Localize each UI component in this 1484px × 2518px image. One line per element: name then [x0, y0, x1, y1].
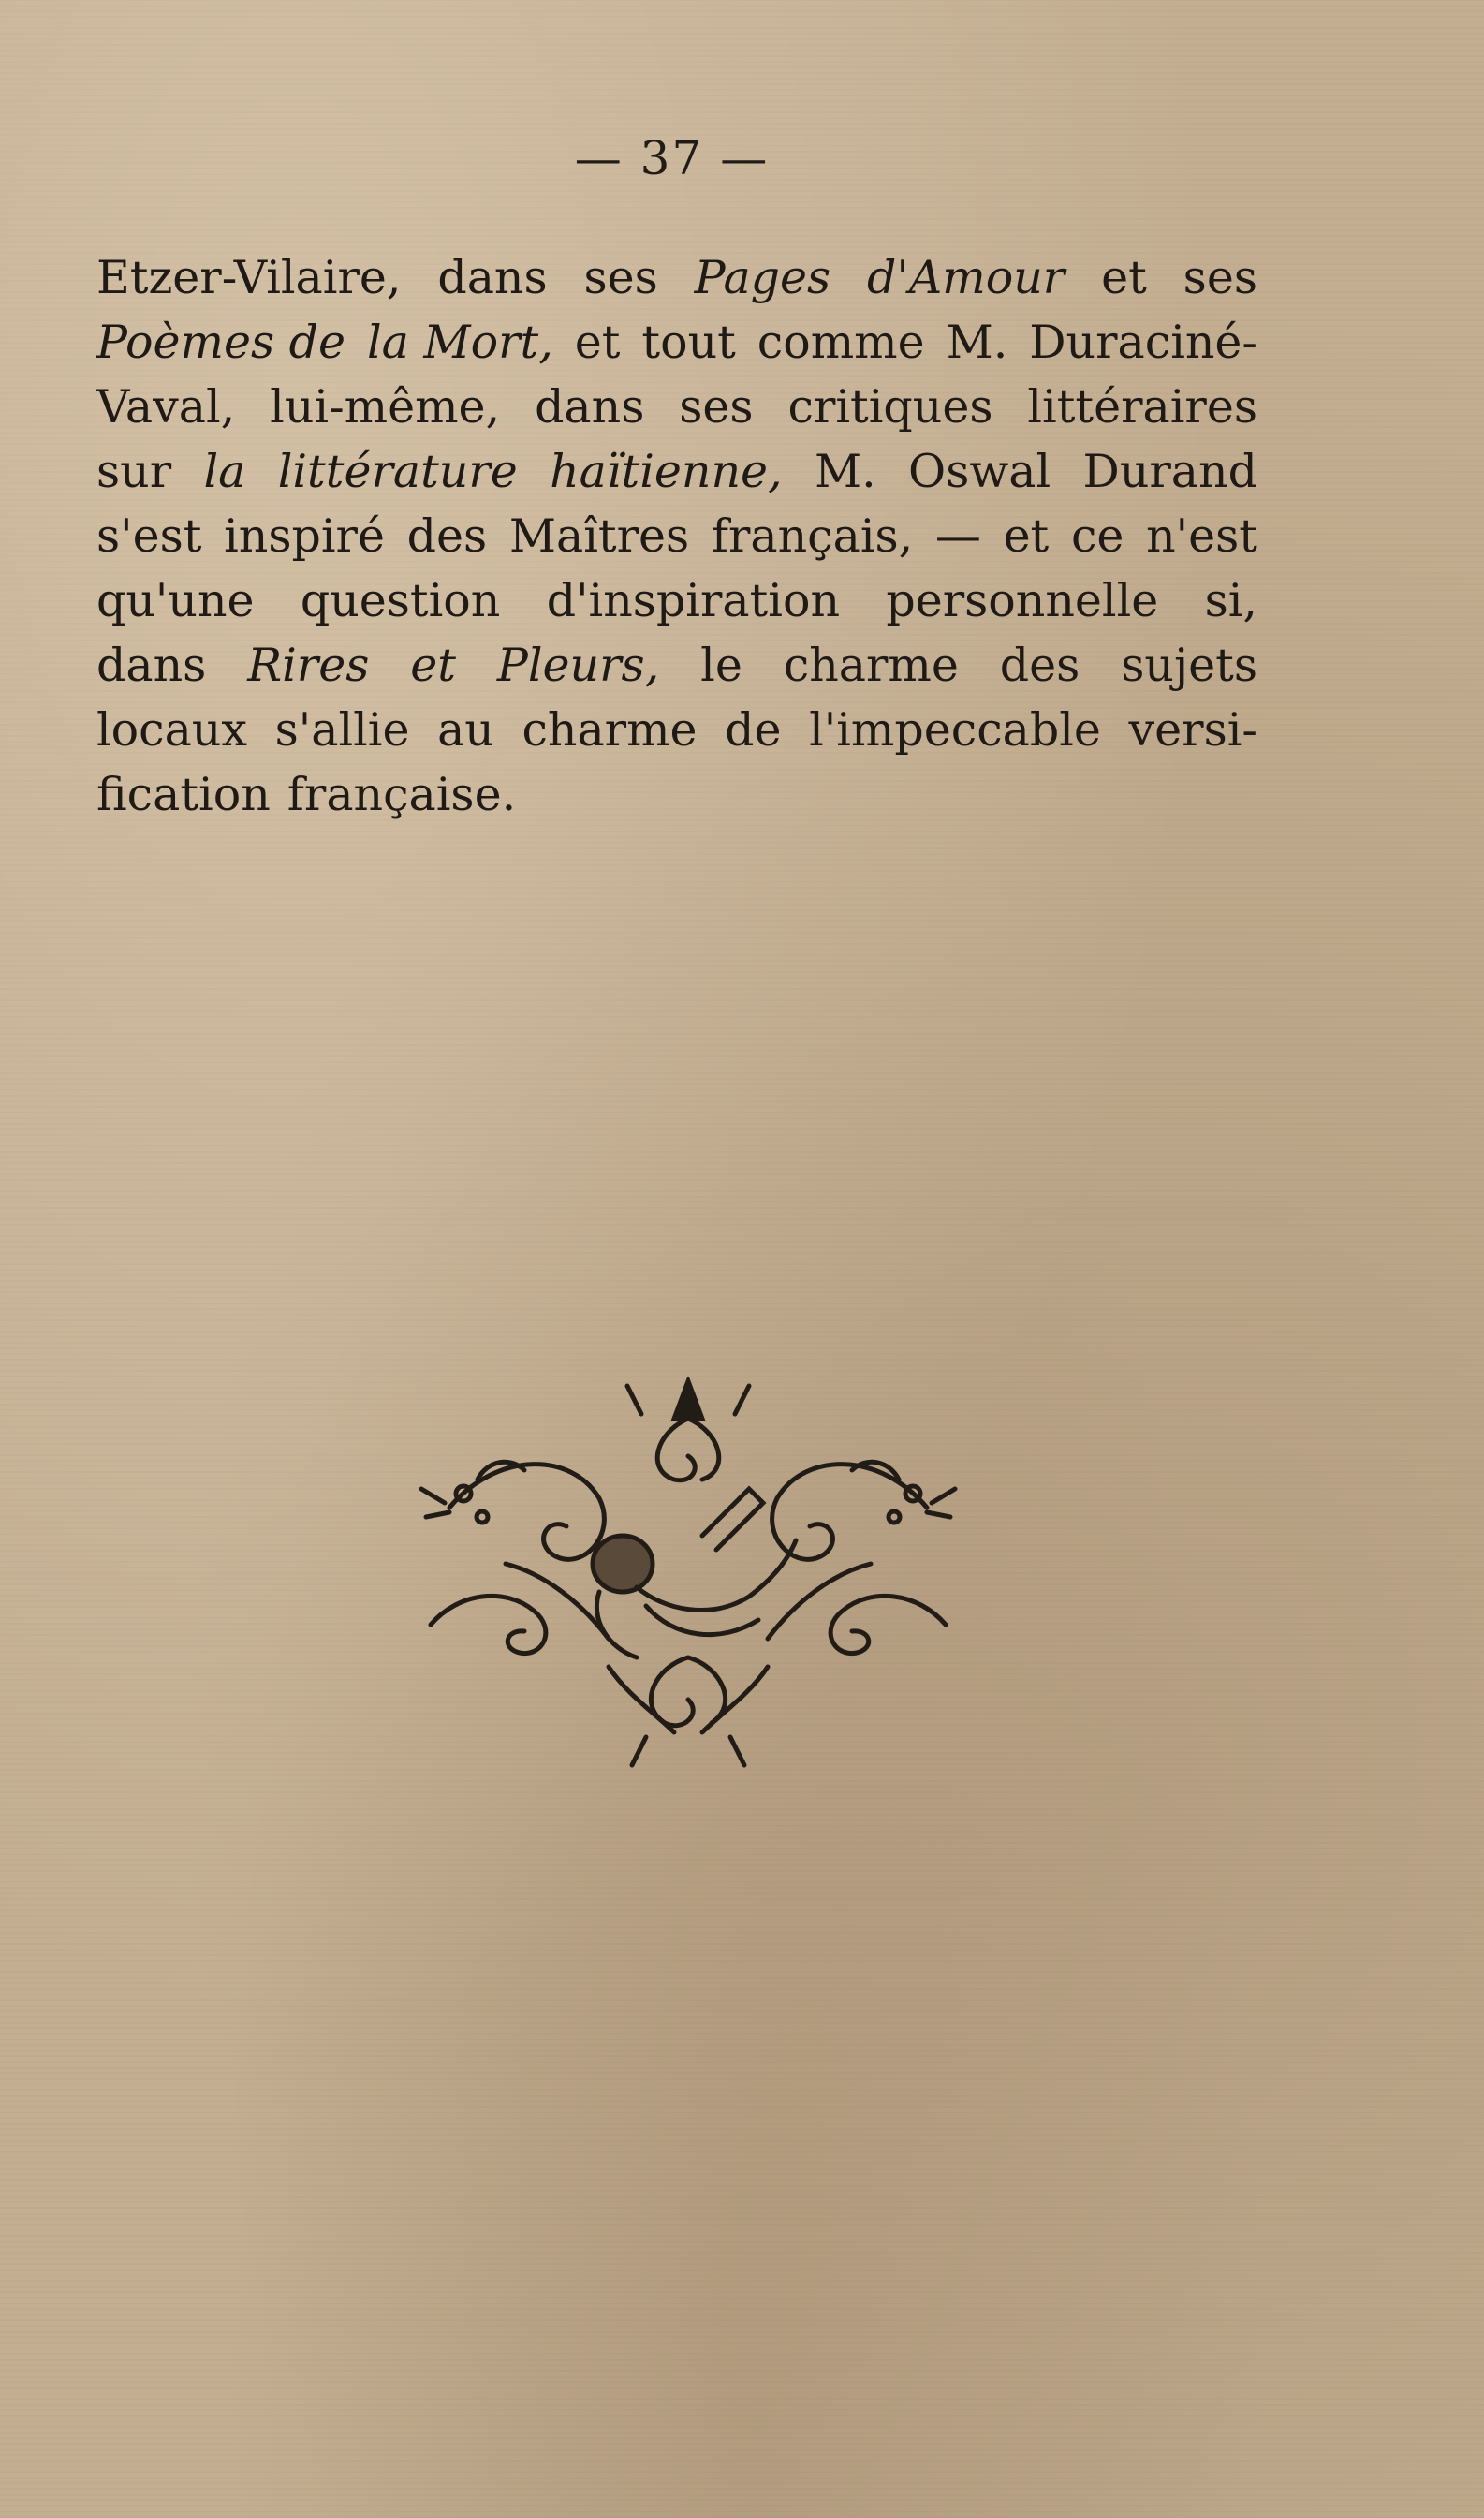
word: s'est	[96, 509, 202, 563]
text-line	[96, 568, 1257, 633]
word: le	[700, 639, 742, 692]
word: dans	[437, 251, 548, 304]
word: ce	[1070, 509, 1124, 563]
word: sur	[96, 445, 172, 498]
word: littérature	[277, 445, 518, 498]
word: Poèmes de	[96, 316, 346, 369]
text-line	[96, 633, 1257, 698]
word: des	[406, 509, 488, 563]
word: et	[410, 639, 456, 692]
word: qu'une	[96, 574, 255, 627]
word: de	[725, 703, 782, 757]
word: versi-	[1128, 703, 1257, 757]
text-line	[96, 245, 1257, 310]
text-line	[96, 375, 1257, 439]
page-number: — 37 —	[574, 131, 770, 185]
word: ses	[679, 380, 754, 434]
word: sujets	[1121, 639, 1257, 692]
word: et	[574, 316, 621, 369]
word: d'inspiration	[546, 574, 841, 627]
word: Pages	[694, 251, 831, 304]
word: si,	[1204, 574, 1257, 627]
word: lui-même,	[270, 380, 501, 434]
word: question	[300, 574, 501, 627]
text-line	[96, 762, 1257, 827]
word: Oswal	[908, 445, 1051, 498]
word: charme	[783, 639, 959, 692]
word: ses	[1183, 251, 1257, 304]
word: littéraires	[1027, 380, 1257, 434]
word: la Mort,	[366, 316, 553, 369]
word: Pleurs,	[496, 639, 660, 692]
text-line	[96, 310, 1257, 375]
word: Vaval,	[96, 380, 236, 434]
floral-cherub-vignette-icon	[393, 1377, 983, 1798]
word: charme	[522, 703, 698, 757]
word: d'Amour	[867, 251, 1065, 304]
word: inspiré	[224, 509, 385, 563]
word: française.	[287, 768, 517, 821]
word: comme	[757, 316, 925, 369]
text-line	[96, 504, 1257, 568]
word: ses	[583, 251, 658, 304]
word: personnelle	[886, 574, 1159, 627]
word: —	[934, 509, 981, 563]
word: Durand	[1082, 445, 1257, 498]
word: locaux	[96, 703, 248, 757]
word: des	[999, 639, 1080, 692]
word: Duraciné-	[1029, 316, 1257, 369]
word: s'allie	[274, 703, 410, 757]
word: critiques	[787, 380, 993, 434]
word: et	[1101, 251, 1147, 304]
word: Etzer-Vilaire,	[96, 251, 402, 304]
word: l'impeccable	[809, 703, 1101, 757]
word: n'est	[1146, 509, 1257, 563]
text-line	[96, 439, 1257, 504]
word: fication	[96, 768, 271, 821]
text-line	[96, 698, 1257, 762]
body-paragraph	[96, 245, 1257, 827]
word: Maîtres	[508, 509, 690, 563]
word: et	[1003, 509, 1050, 563]
word: M.	[946, 316, 1008, 369]
word: M.	[814, 445, 876, 498]
word: tout	[641, 316, 736, 369]
word: au	[437, 703, 494, 757]
word: la	[203, 445, 246, 498]
word: français,	[711, 509, 914, 563]
word: haïtienne,	[550, 445, 783, 498]
word: dans	[96, 639, 207, 692]
word: dans	[535, 380, 645, 434]
word: Rires	[247, 639, 370, 692]
